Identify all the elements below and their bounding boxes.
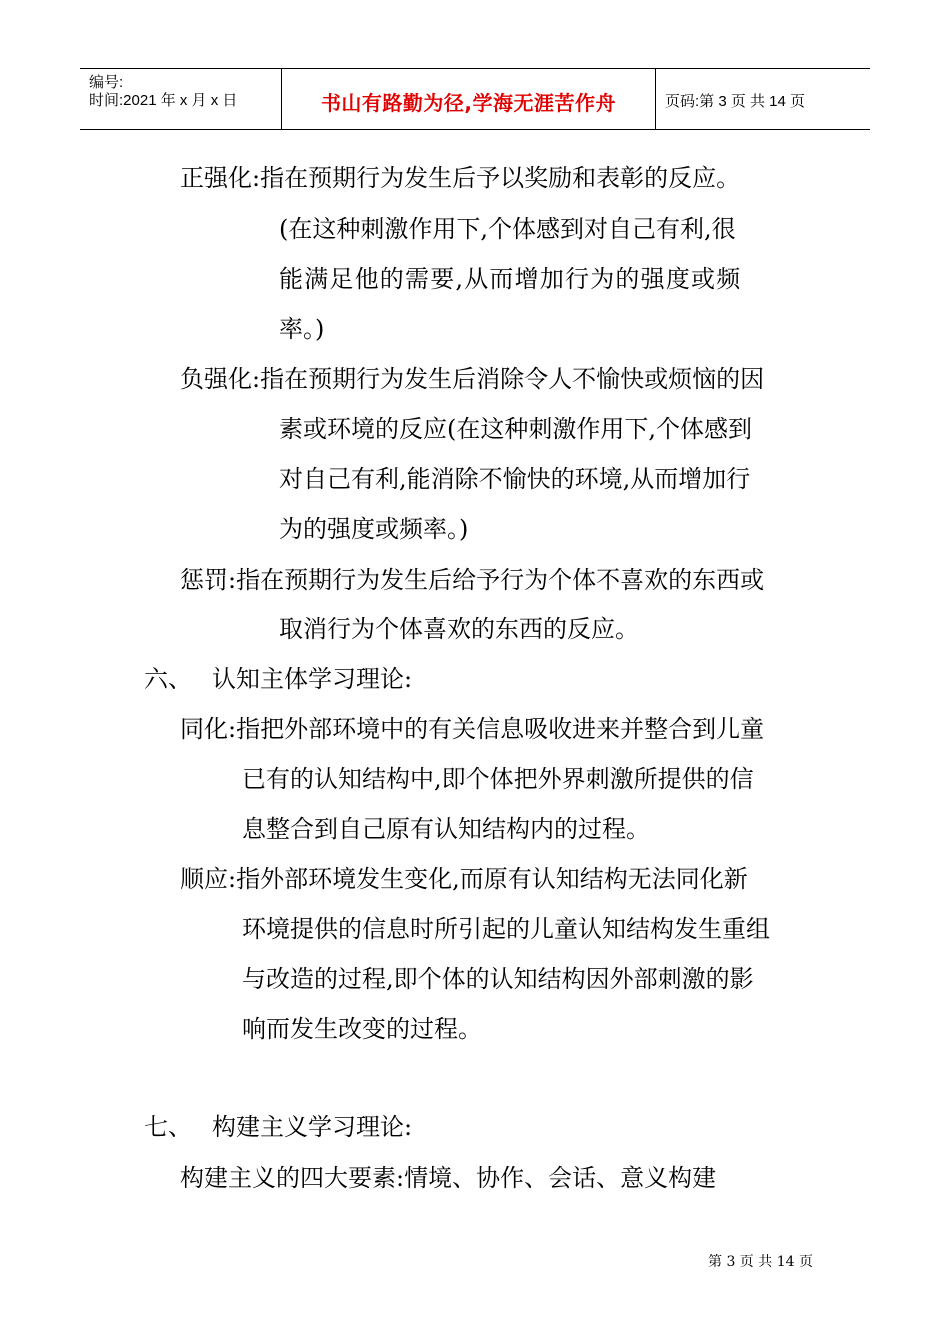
page-footer: 第 3 页 共 14 页 bbox=[708, 1254, 813, 1270]
accommodation-line: 与改造的过程,即个体的认知结构因外部刺激的影 bbox=[242, 965, 754, 993]
assimilation-line: 已有的认知结构中,即个体把外界刺激所提供的信 bbox=[242, 765, 754, 793]
punishment-line: 惩罚:指在预期行为发生后给予行为个体不喜欢的东西或 bbox=[180, 566, 765, 594]
negative-reinforcement-line: 为的强度或频率。) bbox=[279, 515, 469, 543]
assimilation-line: 同化:指把外部环境中的有关信息吸收进来并整合到儿童 bbox=[180, 715, 765, 743]
negative-reinforcement-line: 负强化:指在预期行为发生后消除令人不愉快或烦恼的因 bbox=[180, 365, 765, 393]
header-number: 编号: bbox=[89, 74, 124, 91]
header-motto-cell bbox=[282, 69, 656, 129]
section-6-number: 六、 bbox=[144, 665, 192, 693]
header-motto: 书山有路勤为径,学海无涯苦作舟 bbox=[320, 91, 617, 115]
positive-reinforcement-line: 率。) bbox=[279, 315, 325, 343]
punishment-line: 取消行为个体喜欢的东西的反应。 bbox=[279, 615, 639, 643]
accommodation-line: 顺应:指外部环境发生变化,而原有认知结构无法同化新 bbox=[180, 865, 748, 893]
positive-reinforcement-line: (在这种刺激作用下,个体感到对自己有利,很 bbox=[279, 215, 736, 243]
section-6-title: 认知主体学习理论: bbox=[212, 665, 413, 693]
negative-reinforcement-line: 对自己有利,能消除不愉快的环境,从而增加行 bbox=[279, 465, 751, 493]
page-header bbox=[80, 68, 870, 130]
section-7-number: 七、 bbox=[144, 1113, 192, 1141]
positive-reinforcement-line: 正强化:指在预期行为发生后予以奖励和表彰的反应。 bbox=[180, 164, 741, 192]
accommodation-line: 环境提供的信息时所引起的儿童认知结构发生重组 bbox=[242, 915, 770, 943]
positive-reinforcement-line: 能满足他的需要,从而增加行为的强度或频 bbox=[279, 265, 742, 293]
header-time: 时间:2021 年 x 月 x 日 bbox=[89, 92, 238, 109]
accommodation-line: 响而发生改变的过程。 bbox=[242, 1015, 482, 1043]
header-page-number: 页码:第 3 页 共 14 页 bbox=[665, 93, 806, 110]
header-meta-cell bbox=[80, 69, 282, 129]
section-7-title: 构建主义学习理论: bbox=[212, 1113, 413, 1141]
header-page-cell bbox=[656, 69, 870, 129]
constructivism-elements: 构建主义的四大要素:情境、协作、会话、意义构建 bbox=[180, 1164, 717, 1192]
negative-reinforcement-line: 素或环境的反应(在这种刺激作用下,个体感到 bbox=[279, 415, 752, 443]
assimilation-line: 息整合到自己原有认知结构内的过程。 bbox=[242, 815, 650, 843]
